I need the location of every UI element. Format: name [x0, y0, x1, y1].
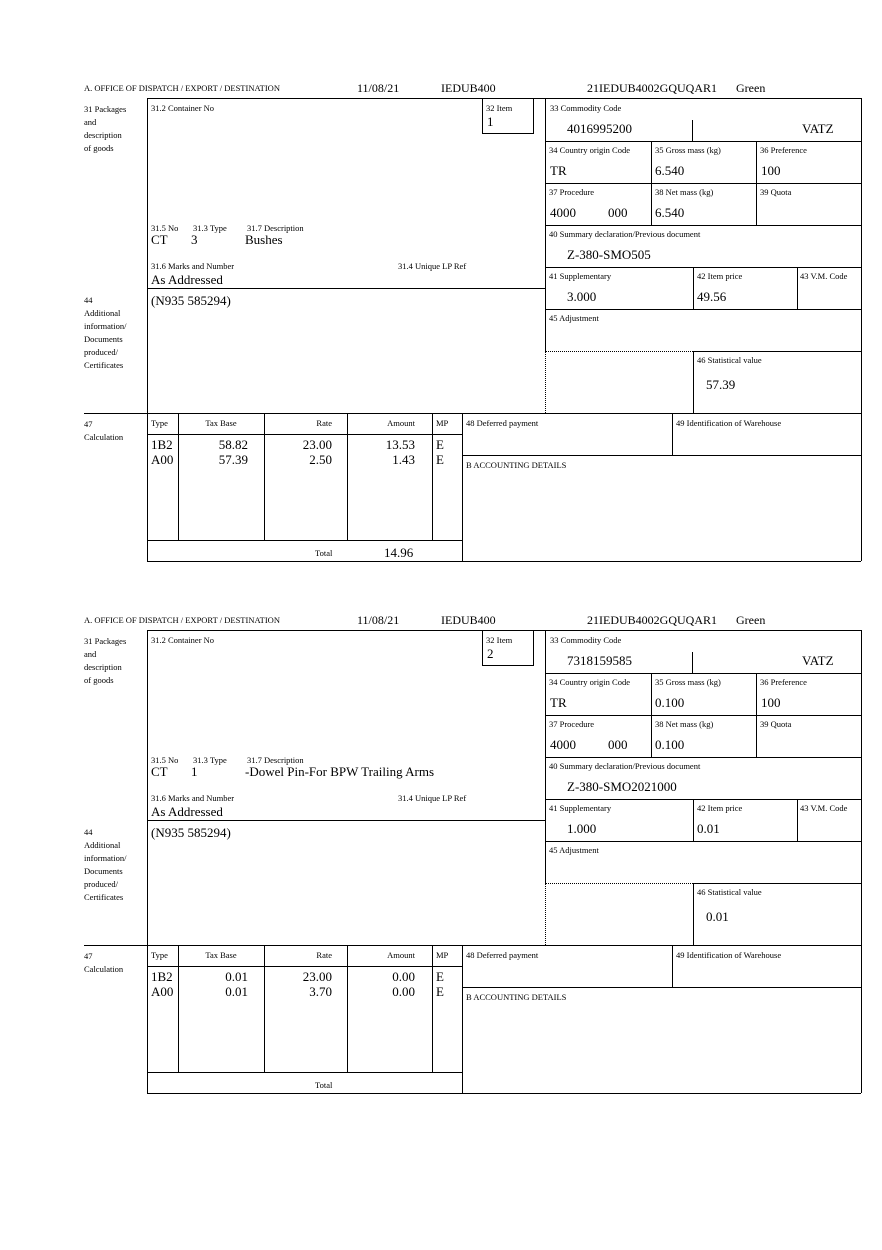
statistical-value-label: 46 Statistical value [697, 887, 762, 897]
commodity-extra-code: VATZ [802, 121, 834, 136]
supplementary-label: 41 Supplementary [549, 271, 612, 281]
vm-code-label: 43 V.M. Code [800, 803, 848, 813]
declaration-date: 11/08/21 [357, 81, 400, 95]
type-label: 31.3 Type [193, 755, 227, 765]
preference: 100 [761, 695, 781, 710]
calc-header-tax-base: Tax Base [205, 418, 237, 428]
calc-row-1-rate: 23.00 [302, 437, 332, 452]
type-label: 31.3 Type [193, 223, 227, 233]
item-label: 32 Item [486, 635, 513, 645]
country-origin: TR [550, 163, 567, 178]
item-number: 1 [487, 114, 494, 129]
declaration-item-form-2 [0, 532, 882, 1090]
net-mass-label: 38 Net mass (kg) [655, 187, 714, 197]
no-value: CT [151, 232, 168, 247]
unique-lp-ref-label: 31.4 Unique LP Ref [398, 793, 467, 803]
net-mass: 0.100 [655, 737, 685, 752]
country-origin-label: 34 Country origin Code [549, 677, 630, 687]
calc-header-amount: Amount [387, 418, 415, 428]
packages-label: 31 Packages and description of goods [84, 636, 127, 685]
calc-header-amount: Amount [387, 950, 415, 960]
marks-label: 31.6 Marks and Number [151, 261, 235, 271]
marks-value: As Addressed [151, 804, 223, 819]
item-price: 49.56 [697, 289, 727, 304]
no-label: 31.5 No [151, 755, 179, 765]
description-label: 31.7 Description [247, 223, 304, 233]
gross-mass-label: 35 Gross mass (kg) [655, 145, 721, 155]
deferred-payment-label: 48 Deferred payment [466, 418, 539, 428]
calc-row-2-amount: 1.43 [392, 452, 415, 467]
calculation-label: 47 Calculation [84, 419, 124, 442]
item-price: 0.01 [697, 821, 720, 836]
statistical-value: 0.01 [706, 909, 729, 924]
preference-label: 36 Preference [760, 677, 807, 687]
container-no-label: 31.2 Container No [151, 635, 215, 645]
calc-row-1-base: 0.01 [225, 969, 248, 984]
calc-header-mp: MP [436, 950, 449, 960]
procedure-label: 37 Procedure [549, 719, 595, 729]
calc-row-1-type: 1B2 [151, 969, 173, 984]
declaration-reference: 21IEDUB4002GQUQAR1 [587, 613, 717, 627]
warehouse-id-label: 49 Identification of Warehouse [676, 950, 782, 960]
calc-row-2-base: 0.01 [225, 984, 248, 999]
supplementary-value: 3.000 [567, 289, 597, 304]
marks-label: 31.6 Marks and Number [151, 793, 235, 803]
additional-info-label: 44 Additional information/ Documents produced/ Certificates [84, 827, 127, 902]
office-code: IEDUB400 [441, 613, 496, 627]
office-of-dispatch-label: A. OFFICE OF DISPATCH / EXPORT / DESTINATION [84, 83, 280, 93]
calc-row-1-type: 1B2 [151, 437, 173, 452]
preference-label: 36 Preference [760, 145, 807, 155]
commodity-code: 4016995200 [567, 121, 632, 136]
type-value: 1 [191, 764, 198, 779]
quota-label: 39 Quota [760, 719, 792, 729]
procedure-code: 4000 [550, 205, 576, 220]
calc-header-tax-base: Tax Base [205, 950, 237, 960]
preference: 100 [761, 163, 781, 178]
calc-row-2-mp: E [436, 984, 444, 999]
gross-mass: 0.100 [655, 695, 685, 710]
calc-row-2-rate: 3.70 [309, 984, 332, 999]
gross-mass-label: 35 Gross mass (kg) [655, 677, 721, 687]
commodity-code-label: 33 Commodity Code [550, 635, 622, 645]
calc-header-type: Type [151, 950, 168, 960]
description-value: Bushes [245, 232, 283, 247]
procedure-label: 37 Procedure [549, 187, 595, 197]
procedure-additional: 000 [608, 205, 628, 220]
calc-row-2-mp: E [436, 452, 444, 467]
accounting-details-label: B ACCOUNTING DETAILS [466, 992, 567, 1002]
item-label: 32 Item [486, 103, 513, 113]
calc-header-rate: Rate [316, 950, 332, 960]
calc-row-1-mp: E [436, 437, 444, 452]
declaration-reference: 21IEDUB4002GQUQAR1 [587, 81, 717, 95]
calc-header-mp: MP [436, 418, 449, 428]
adjustment-label: 45 Adjustment [549, 313, 599, 323]
calc-row-2-type: A00 [151, 984, 174, 999]
quota-label: 39 Quota [760, 187, 792, 197]
declaration-date: 11/08/21 [357, 613, 400, 627]
net-mass-label: 38 Net mass (kg) [655, 719, 714, 729]
calc-header-type: Type [151, 418, 168, 428]
item-price-label: 42 Item price [697, 271, 743, 281]
office-code: IEDUB400 [441, 81, 496, 95]
net-mass: 6.540 [655, 205, 685, 220]
summary-declaration-label: 40 Summary declaration/Previous document [549, 229, 701, 239]
calc-row-2-amount: 0.00 [392, 984, 415, 999]
warehouse-id-label: 49 Identification of Warehouse [676, 418, 782, 428]
item-price-label: 42 Item price [697, 803, 743, 813]
container-no-label: 31.2 Container No [151, 103, 215, 113]
commodity-code: 7318159585 [567, 653, 632, 668]
unique-lp-ref-label: 31.4 Unique LP Ref [398, 261, 467, 271]
commodity-code-label: 33 Commodity Code [550, 103, 622, 113]
country-origin-label: 34 Country origin Code [549, 145, 630, 155]
vm-code-label: 43 V.M. Code [800, 271, 848, 281]
calc-row-1-amount: 13.53 [385, 437, 415, 452]
statistical-value: 57.39 [706, 377, 736, 392]
procedure-code: 4000 [550, 737, 576, 752]
description-label: 31.7 Description [247, 755, 304, 765]
item-number: 2 [487, 646, 494, 661]
calc-row-2-rate: 2.50 [309, 452, 332, 467]
additional-info-label: 44 Additional information/ Documents produced/ Certificates [84, 295, 127, 370]
calculation-label: 47 Calculation [84, 951, 124, 974]
country-origin: TR [550, 695, 567, 710]
calc-row-2-base: 57.39 [218, 452, 248, 467]
deferred-payment-label: 48 Deferred payment [466, 950, 539, 960]
calc-header-rate: Rate [316, 418, 332, 428]
total-label: Total [315, 1080, 333, 1090]
additional-info-value: (N935 585294) [151, 293, 231, 308]
statistical-value-label: 46 Statistical value [697, 355, 762, 365]
calc-row-1-base: 58.82 [218, 437, 248, 452]
summary-declaration-label: 40 Summary declaration/Previous document [549, 761, 701, 771]
lane-status: Green [736, 81, 766, 95]
gross-mass: 6.540 [655, 163, 685, 178]
packages-label: 31 Packages and description of goods [84, 104, 127, 153]
commodity-extra-code: VATZ [802, 653, 834, 668]
total-label: Total [315, 548, 333, 558]
summary-declaration-value: Z-380-SMO2021000 [567, 779, 677, 794]
office-of-dispatch-label: A. OFFICE OF DISPATCH / EXPORT / DESTINATION [84, 615, 280, 625]
description-value: -Dowel Pin-For BPW Trailing Arms [245, 764, 435, 779]
supplementary-label: 41 Supplementary [549, 803, 612, 813]
procedure-additional: 000 [608, 737, 628, 752]
additional-info-value: (N935 585294) [151, 825, 231, 840]
no-label: 31.5 No [151, 223, 179, 233]
accounting-details-label: B ACCOUNTING DETAILS [466, 460, 567, 470]
adjustment-label: 45 Adjustment [549, 845, 599, 855]
total-value: 14.96 [384, 545, 414, 560]
type-value: 3 [191, 232, 198, 247]
calc-row-1-amount: 0.00 [392, 969, 415, 984]
lane-status: Green [736, 613, 766, 627]
summary-declaration-value: Z-380-SMO505 [567, 247, 651, 262]
supplementary-value: 1.000 [567, 821, 597, 836]
calc-row-1-rate: 23.00 [302, 969, 332, 984]
calc-row-1-mp: E [436, 969, 444, 984]
declaration-item-form-1 [0, 0, 882, 560]
marks-value: As Addressed [151, 272, 223, 287]
calc-row-2-type: A00 [151, 452, 174, 467]
no-value: CT [151, 764, 168, 779]
